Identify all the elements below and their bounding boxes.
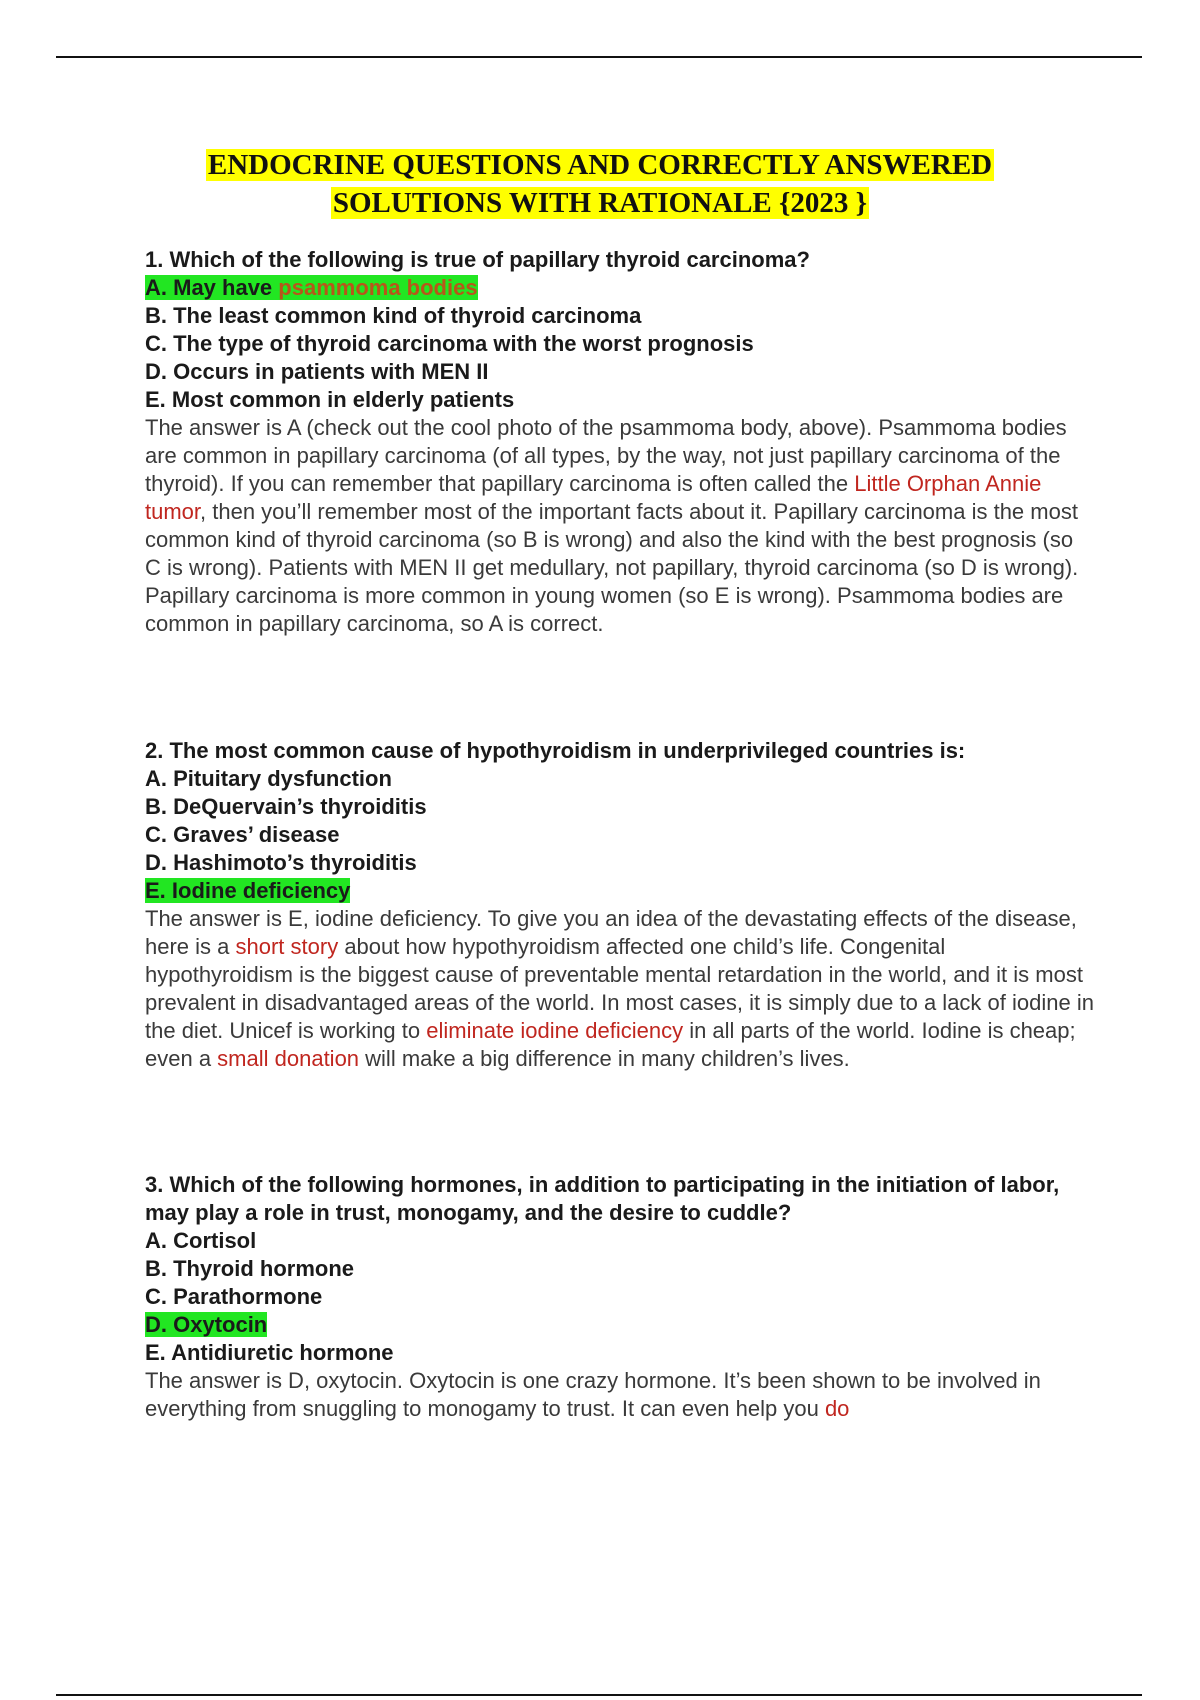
question-2-rationale: [145, 905, 1095, 1073]
question-2-option-a: A. Pituitary dysfunction: [145, 766, 392, 791]
question-1: [145, 246, 1095, 638]
document-body: [145, 246, 1095, 1423]
correct-answer-highlight: E. Iodine deficiency: [145, 878, 351, 903]
question-3-option-d: [145, 1311, 1095, 1339]
question-2-option-e: [145, 877, 1095, 905]
rationale-text: The answer is D, oxytocin. Oxytocin is one crazy hormone. It’s been shown to be involved in everything from snuggling to monogamy to trust. It can even help you: [145, 1368, 1041, 1421]
rationale-text: The answer is E, iodine deficiency. To give you an idea of the devastating effects of the disease, here is a: [145, 906, 1077, 959]
title-line-1: ENDOCRINE QUESTIONS AND CORRECTLY ANSWERED: [207, 149, 993, 181]
do-link[interactable]: do: [824, 1396, 850, 1421]
bottom-rule: [56, 1694, 1142, 1696]
short-story-link[interactable]: short story: [235, 934, 339, 959]
rationale-text: about how hypothyroidism affected one child’s life. Congenital hypothyroidism is the biggest cause of preventable mental retardation in the world, and it is most prevalent in disadvantaged areas of the world. In most cases, it is simply due to a lack of iodine in the diet. Unicef is working to: [145, 934, 1094, 1043]
question-3: [145, 1171, 1095, 1423]
question-2-option-b: B. DeQuervain’s thyroiditis: [145, 794, 427, 819]
rationale-text: will make a big difference in many children’s lives.: [359, 1046, 850, 1071]
question-1-option-e: E. Most common in elderly patients: [145, 387, 515, 412]
title-line-2: SOLUTIONS WITH RATIONALE {2023 }: [332, 187, 868, 219]
question-1-rationale: [145, 414, 1095, 638]
little-orphan-annie-link[interactable]: Little Orphan Annie tumor: [145, 471, 1042, 524]
rationale-text: in all parts of the world. Iodine is cheap; even a: [145, 1018, 1076, 1071]
question-1-option-d: D. Occurs in patients with MEN II: [145, 359, 489, 384]
question-2: [145, 737, 1095, 1073]
question-3-option-a: A. Cortisol: [145, 1228, 257, 1253]
question-1-option-c: C. The type of thyroid carcinoma with the worst prognosis: [145, 331, 754, 356]
rationale-text: , then you’ll remember most of the important facts about it. Papillary carcinoma is the most common kind of thyroid carcinoma (so B is wrong) and also the kind with the best prognosis (so C is wrong). Patients with MEN II get medullary, not papillary, thyroid carcinoma (so D is wrong). Papillary carcinoma is more common in young women (so E is wrong). Psammoma bodies are common in papillary carcinoma, so A is correct.: [145, 499, 1079, 636]
rationale-text: The answer is A (check out the cool photo of the psammoma body, above). Psammoma bodies are common in papillary carcinoma (of all types, by the way, not just papillary carcinoma of the thyroid). If you can remember that papillary carcinoma is often called the: [145, 415, 1067, 496]
question-3-rationale: [145, 1367, 1095, 1423]
top-rule: [56, 56, 1142, 58]
question-2-option-d: D. Hashimoto’s thyroiditis: [145, 850, 417, 875]
eliminate-iodine-deficiency-link[interactable]: eliminate iodine deficiency: [426, 1018, 684, 1043]
psammoma-bodies-link[interactable]: psammoma bodies: [278, 275, 478, 300]
question-1-option-b: B. The least common kind of thyroid carcinoma: [145, 303, 642, 328]
question-3-text: 3. Which of the following hormones, in addition to participating in the initiation of labor, may play a role in trust, monogamy, and the desire to cuddle?: [145, 1172, 1060, 1225]
document-title: [60, 146, 1140, 222]
question-1-text: 1. Which of the following is true of papillary thyroid carcinoma?: [145, 247, 810, 272]
question-3-option-e: E. Antidiuretic hormone: [145, 1340, 394, 1365]
question-2-text: 2. The most common cause of hypothyroidism in underprivileged countries is:: [145, 738, 966, 763]
small-donation-link[interactable]: small donation: [217, 1046, 360, 1071]
question-3-option-c: C. Parathormone: [145, 1284, 323, 1309]
option-a-text: A. May have: [145, 275, 279, 300]
question-2-option-c: C. Graves’ disease: [145, 822, 340, 847]
question-3-option-b: B. Thyroid hormone: [145, 1256, 354, 1281]
correct-answer-highlight: D. Oxytocin: [145, 1312, 268, 1337]
question-1-option-a: [145, 274, 1095, 302]
